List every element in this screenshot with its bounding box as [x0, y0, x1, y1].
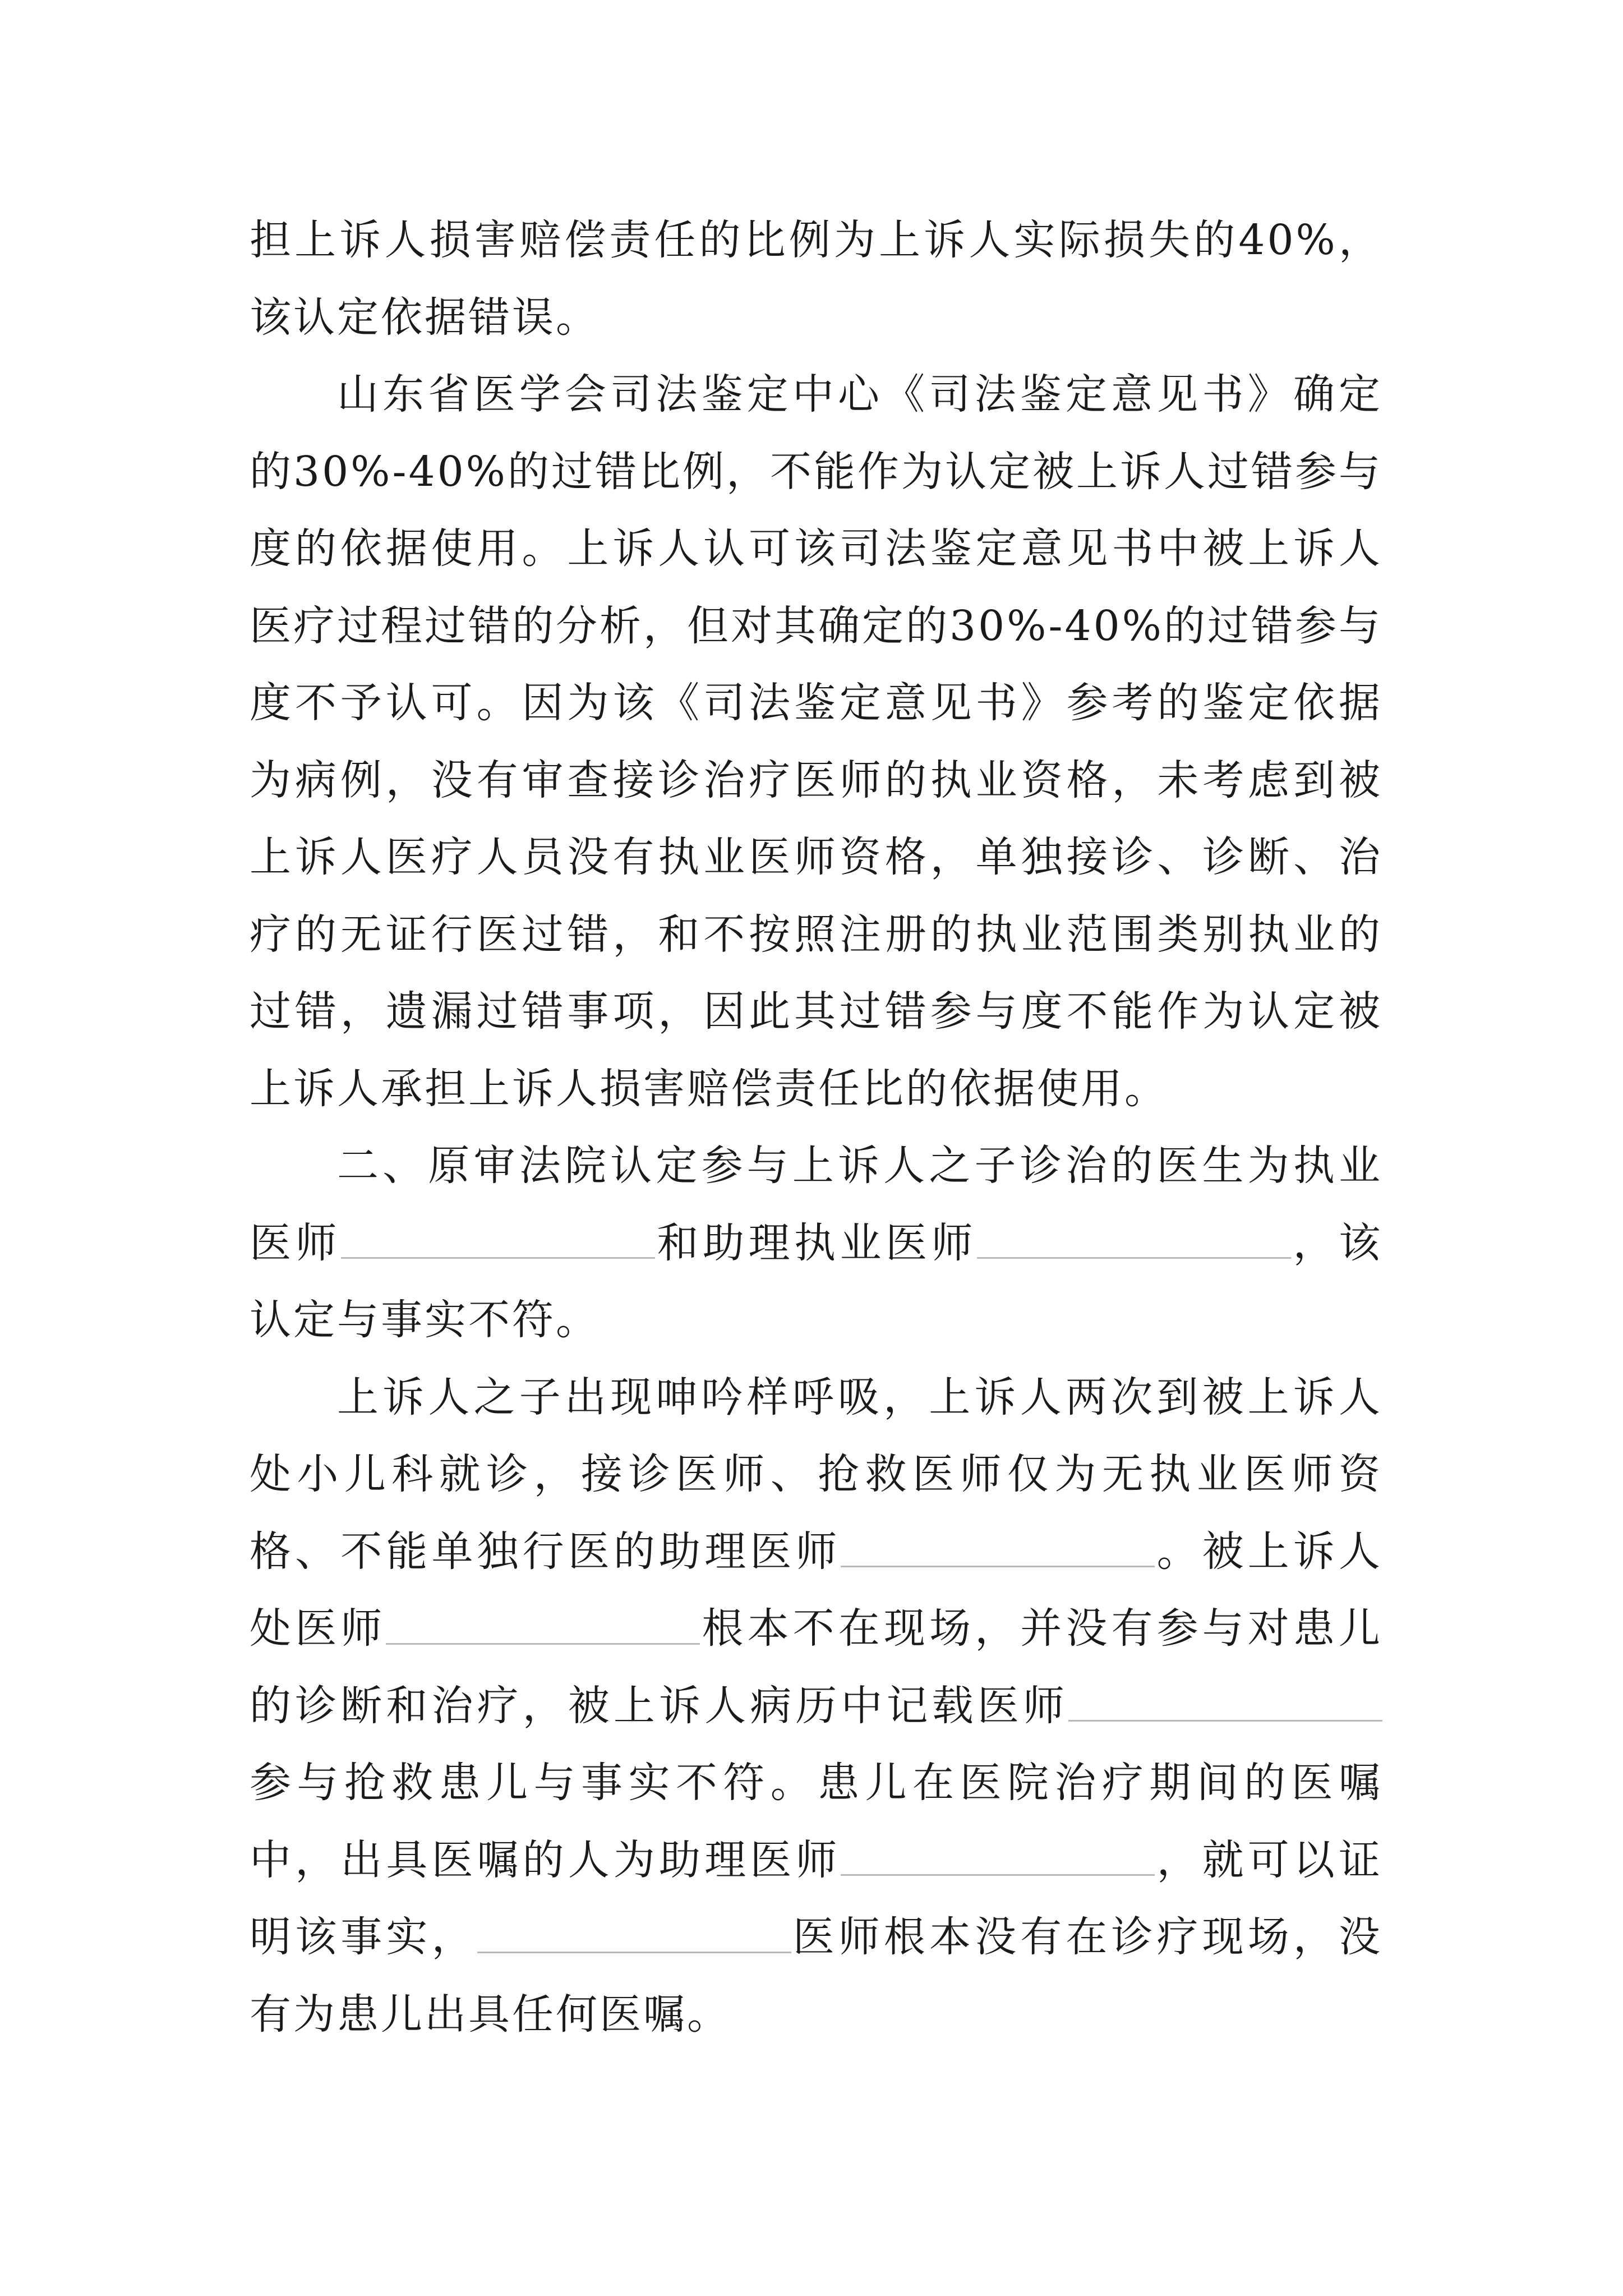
paragraph-text: 参与抢救患儿与事实不符。患儿在医院治疗期间的医嘱中，出具医嘱的人为助理医师 [250, 1759, 1382, 1884]
redacted-name-blank [386, 1602, 700, 1645]
redacted-name-blank [341, 1216, 655, 1259]
redacted-name-blank [841, 1524, 1155, 1567]
redacted-name-blank [841, 1833, 1155, 1876]
paragraph-text: 。被上诉人处医师 [250, 1527, 1383, 1653]
paragraph-text: ，该认定与事实不符。 [250, 1218, 1382, 1344]
paragraph [250, 356, 1382, 1128]
redacted-name-blank [977, 1216, 1291, 1259]
paragraph-text: 和助理执业医师 [655, 1218, 977, 1267]
paragraph-text: 二、原审法院认定参与上诉人之子诊治的医生为执业医师 [250, 1142, 1382, 1267]
paragraph [250, 202, 1382, 356]
document-body [250, 202, 1382, 2053]
paragraph-text: 根本不在现场，并没有参与对患儿的诊断和治疗，被上诉人病历中记载医师 [250, 1604, 1383, 1730]
paragraph-text: 山东省医学会司法鉴定中心《司法鉴定意见书》确定的30%-40%的过错比例，不能作为认定被上诉人过错参与度的依据使用。上诉人认可该司法鉴定意见书中被上诉人医疗过程过错的分析，但对其确定的30%-40%的过错参与度不予认可。因为该《司法鉴定意见书》参考的鉴定依据为病例，没有审查接诊治疗医师的执业资格，未考虑到被上诉人医疗人员没有执业医师资格，单独接诊、诊断、治疗的无证行医过错，和不按照注册的执业范围类别执业的过错，遗漏过错事项，因此其过错参与度不能作为认定被上诉人承担上诉人损害赔偿责任比的依据使用。 [250, 370, 1382, 1113]
paragraph [250, 1128, 1382, 1359]
redacted-name-blank [477, 1910, 791, 1953]
paragraph-text: 担上诉人损害赔偿责任的比例为上诉人实际损失的40%，该认定依据错误。 [250, 216, 1382, 342]
paragraph [250, 1359, 1382, 2054]
paragraph-text: ，就可以证明该事实， [250, 1835, 1383, 1961]
paragraph-text: 医师根本没有在诊疗现场，没有为患儿出具任何医嘱。 [250, 1913, 1383, 2039]
paragraph-text: 上诉人之子出现呻吟样呼吸，上诉人两次到被上诉人处小儿科就诊，接诊医师、抢救医师仅为无执业医师资格、不能单独行医的助理医师 [250, 1373, 1382, 1576]
redacted-name-blank [1068, 1678, 1382, 1722]
